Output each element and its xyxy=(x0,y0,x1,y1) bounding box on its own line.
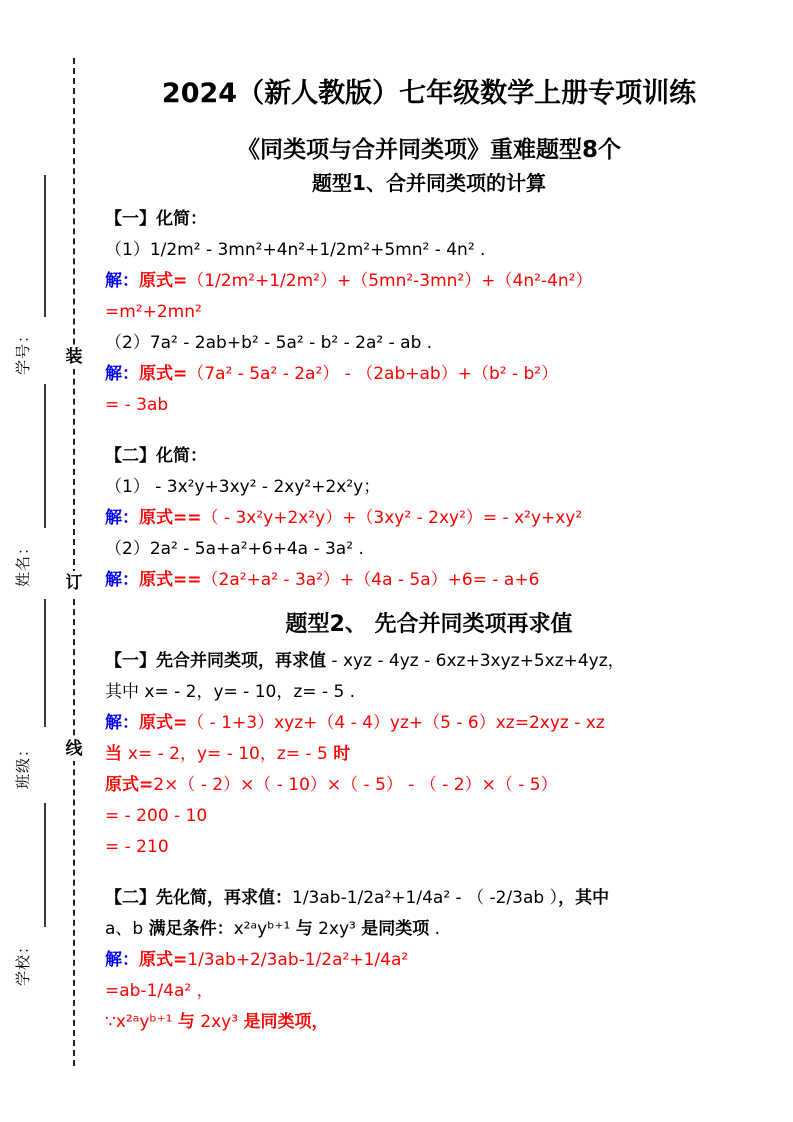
text-run: 原式= xyxy=(139,271,188,291)
text-run: 解： xyxy=(105,508,139,528)
text-run: 【一】先合并同类项，再求值 xyxy=(105,651,326,671)
fill-in-blank-line xyxy=(44,384,46,528)
text-run: （ - 1+3）xyz+（4 - 4）yz+（5 - 6）xz=2xyz - xz xyxy=(187,713,605,733)
solution-line xyxy=(105,266,753,297)
text-run: 与 xyxy=(295,919,313,939)
problem-1-part1 xyxy=(105,235,753,266)
doc-subtitle xyxy=(105,134,753,166)
text-run: ，其中 xyxy=(558,888,610,908)
text-run: 解： xyxy=(105,364,139,384)
text-run: （7a² - 5a² - 2a²） - （2ab+ab）+（b² - b²） xyxy=(187,364,559,384)
text-run: - xyz - 4yz - 6xz+3xyz+5xz+4yz， xyxy=(326,651,625,671)
text-run: 原式== xyxy=(139,570,202,590)
text-run: = - 210 xyxy=(105,837,169,857)
binding-char-xian: 线 xyxy=(63,737,85,761)
text-run: 时 xyxy=(333,744,351,764)
text-run: （2）2a² - 5a+a²+6+4a - 3a² . xyxy=(105,539,364,559)
problem-4-heading xyxy=(105,883,753,914)
text-run: 解： xyxy=(105,271,139,291)
fill-in-blank-line xyxy=(44,599,46,727)
binding-char-zhuang: 装 xyxy=(63,345,85,369)
text-run: 是同类项， xyxy=(243,1012,329,1032)
solution-line xyxy=(105,565,753,596)
solution-line xyxy=(105,739,753,770)
school-label: 学校： xyxy=(14,938,32,987)
text-run: 是同类项 xyxy=(361,919,430,939)
text-run: = - 3ab xyxy=(105,395,169,415)
problem-2-heading xyxy=(105,441,753,472)
text-run: 题型1、合并同类项的计算 xyxy=(312,171,546,195)
solution-line xyxy=(105,297,753,328)
text-run: 2×（ - 2）×（ - 10）×（ - 5） - （ - 2）×（ - 5） xyxy=(153,775,558,795)
text-run: 解： xyxy=(105,570,139,590)
text-run: （2）7a² - 2ab+b² - 5a² - b² - 2a² - ab . xyxy=(105,333,433,353)
text-run: （1/2m²+1/2m²）+（5mn²-3mn²）+（4n²-4n²） xyxy=(187,271,593,291)
solution-line xyxy=(105,801,753,832)
solution-line xyxy=(105,708,753,739)
text-run: （ - 3x²y+2x²y）+（3xy² - 2xy²）= - x²y+xy² xyxy=(201,508,583,528)
problem-2-part2 xyxy=(105,534,753,565)
solution-line xyxy=(105,503,753,534)
name-label: 姓名： xyxy=(14,539,32,588)
text-run: ∵x²ᵃyᵇ⁺¹ xyxy=(105,1012,178,1032)
text-run: 【一】化简： xyxy=(105,209,207,229)
solution-line xyxy=(105,832,753,863)
text-run: =ab-1/4a² ， xyxy=(105,981,214,1001)
problem-3-heading xyxy=(105,646,753,677)
text-run: 原式== xyxy=(139,508,202,528)
binding-dashed-line xyxy=(73,58,75,1066)
problem-1-part2 xyxy=(105,328,753,359)
doc-title xyxy=(105,76,753,112)
text-run: 2xy³ xyxy=(312,919,362,939)
section-title-1 xyxy=(105,170,753,197)
text-run: （2a²+a² - 3a²）+（4a - 5a）+6= - a+6 xyxy=(201,570,540,590)
problem-2-part1 xyxy=(105,472,753,503)
problem-4-condition xyxy=(105,914,753,945)
solution-line xyxy=(105,390,753,421)
text-run: x= - 2，y= - 10，z= - 5 xyxy=(127,744,334,764)
fill-in-blank-line xyxy=(44,175,46,317)
text-run: 解： xyxy=(105,713,139,733)
text-run: 2xy³ xyxy=(194,1012,244,1032)
text-run: . xyxy=(429,919,441,939)
problem-3-condition xyxy=(105,677,753,708)
student-id-label: 学号： xyxy=(14,327,32,376)
text-run: （1）1/2m² - 3mn²+4n²+1/2m²+5mn² - 4n² . xyxy=(105,240,486,260)
fill-in-blank-line xyxy=(44,803,46,927)
text-run: 与 xyxy=(177,1012,195,1032)
solution-line xyxy=(105,359,753,390)
text-run: a、b xyxy=(105,919,149,939)
text-run: 原式= xyxy=(139,364,188,384)
text-run: 【二】先化简，再求值： xyxy=(105,888,292,908)
text-run: 满足条件： xyxy=(148,919,234,939)
text-run: 题型2、 先合并同类项再求值 xyxy=(285,612,573,637)
solution-line xyxy=(105,770,753,801)
text-run: 《同类项与合并同类项》重难题型8个 xyxy=(236,137,621,163)
section-title-2 xyxy=(105,610,753,640)
text-run: = - 200 - 10 xyxy=(105,806,208,826)
text-run: x²ᵃyᵇ⁺¹ xyxy=(233,919,296,939)
content-lines xyxy=(105,76,753,1038)
text-run: 【二】化简： xyxy=(105,446,207,466)
text-run: 当 xyxy=(105,744,128,764)
problem-1-heading xyxy=(105,204,753,235)
text-run: 其中 x= - 2，y= - 10，z= - 5 . xyxy=(105,682,356,702)
binding-char-ding: 订 xyxy=(63,571,85,595)
text-run: 2024（新人教版）七年级数学上册专项训练 xyxy=(161,78,697,109)
text-run: 解： xyxy=(105,950,139,970)
solution-line xyxy=(105,1007,753,1038)
solution-line xyxy=(105,945,753,976)
text-run: （1） - 3x²y+3xy² - 2xy²+2x²y； xyxy=(105,477,381,497)
text-run: 原式= xyxy=(139,950,188,970)
class-label: 班级： xyxy=(14,741,32,790)
text-run: =m²+2mn² xyxy=(105,302,202,322)
text-run: 原式= xyxy=(139,713,188,733)
text-run: 1/3ab+2/3ab-1/2a²+1/4a² xyxy=(187,950,409,970)
text-run: 1/3ab-1/2a²+1/4a² - （ -2/3ab ） xyxy=(292,888,559,908)
solution-line xyxy=(105,976,753,1007)
text-run: 原式= xyxy=(105,775,154,795)
